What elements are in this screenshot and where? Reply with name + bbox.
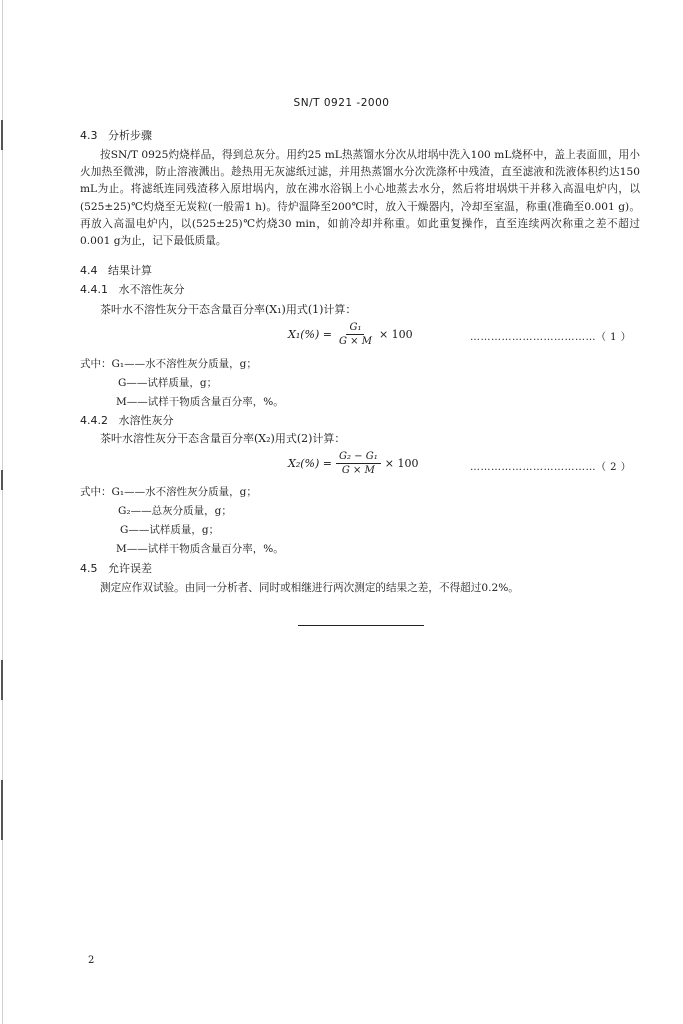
fraction-numerator: G₂ − G₁ [336,451,381,464]
definition-line [80,355,284,374]
section-title: 结果计算 [108,264,152,277]
scan-edge-mark [1,120,3,150]
definition-item: G——试样质量，g； [118,377,218,389]
definition-line [80,521,284,540]
definition-line [80,540,284,559]
scan-edge-line [2,0,3,1024]
definition-line [80,502,284,521]
definition-item: M——试样干物质含量百分率，%。 [116,396,284,408]
end-rule [298,625,424,626]
page-number: 2 [88,955,95,966]
equation-number-1: ………………………………（ 1 ） [470,332,632,343]
fraction-numerator: G₁ [346,322,364,335]
scan-edge-mark [1,780,3,840]
formula-fraction [336,322,375,347]
definition-prefix: 式中： [80,358,112,370]
definition-line [80,483,284,502]
formula-lhs: X₁(%) = [288,328,332,341]
definition-line [80,374,284,393]
definition-item: M——试样干物质含量百分率，%。 [116,543,284,555]
section-number: 4.5 [80,562,98,575]
formula-2-definitions [80,483,284,559]
formula-multiplier: × 100 [378,328,413,341]
section-4-4-1-heading [80,282,185,298]
definition-line [80,393,284,412]
section-4-5-heading [80,561,152,577]
definition-item: G₁——水不溶性灰分质量，g； [111,486,257,498]
section-4-3-paragraph: 按SN/T 0925灼烧样品，得到总灰分。用约25 mL热蒸馏水分次从坩埚中洗入100 mL烧杯中，盖上表面皿，用小火加热至微沸，防止溶液溅出。趁热用无灰滤纸过滤，并用热蒸馏水分次洗涤杯中残渣，直至滤液和洗液体积约达150 mL为止。将滤纸连同残渣移入原坩埚内，放在沸水浴锅上小心地蒸去水分，然后将坩埚烘干并移入高温电炉内，以(525±25)℃灼烧至无炭粒(一般需1 h)。待炉温降至200℃时，放入干燥器内，冷却至室温，称重(准确至0.001 g)。再放入高温电炉内，以(525±25)℃灼烧30 min，如前冷却并称重。如此重复操作，直至连续两次称重之差不超过0.001 g为止，记下最低质量。 [80,149,640,248]
definition-item: G——试样质量，g； [120,524,220,536]
formula-lhs: X₂(%) = [288,457,332,470]
formula-multiplier: × 100 [384,457,419,470]
fraction-denominator: G × M [339,336,372,347]
section-title: 允许误差 [108,562,152,575]
section-title: 分析步骤 [108,129,152,142]
section-title: 水溶性灰分 [118,414,174,427]
section-4-3-heading [80,128,152,144]
definition-item: G₂——总灰分质量，g； [118,505,232,517]
formula-1 [288,322,413,347]
formula-1-definitions [80,355,284,412]
definition-item: G₁——水不溶性灰分质量，g； [111,358,257,370]
page-header: SN/T 0921 -2000 [293,97,390,109]
section-number: 4.4.2 [80,414,108,427]
section-number: 4.4.1 [80,283,108,296]
fraction-denominator: G × M [341,465,375,476]
formula-1-intro: 茶叶水不溶性灰分干态含量百分率(X₁)用式(1)计算： [100,303,357,316]
section-4-4-heading [80,263,152,279]
section-number: 4.3 [80,129,98,142]
section-title: 水不溶性灰分 [118,283,185,296]
section-number: 4.4 [80,264,98,277]
formula-2 [288,451,418,476]
equation-number-2: ………………………………（ 2 ） [470,462,632,473]
section-4-5-paragraph: 测定应作双试验。由同一分析者、同时或相继进行两次测定的结果之差，不得超过0.2%。 [100,582,519,594]
formula-fraction [336,451,381,476]
formula-2-intro: 茶叶水溶性灰分干态含量百分率(X₂)用式(2)计算： [100,432,346,445]
scan-edge-mark [1,660,3,700]
definition-prefix: 式中： [80,486,112,498]
section-4-4-2-heading [80,413,174,429]
scan-edge-mark [1,470,3,490]
